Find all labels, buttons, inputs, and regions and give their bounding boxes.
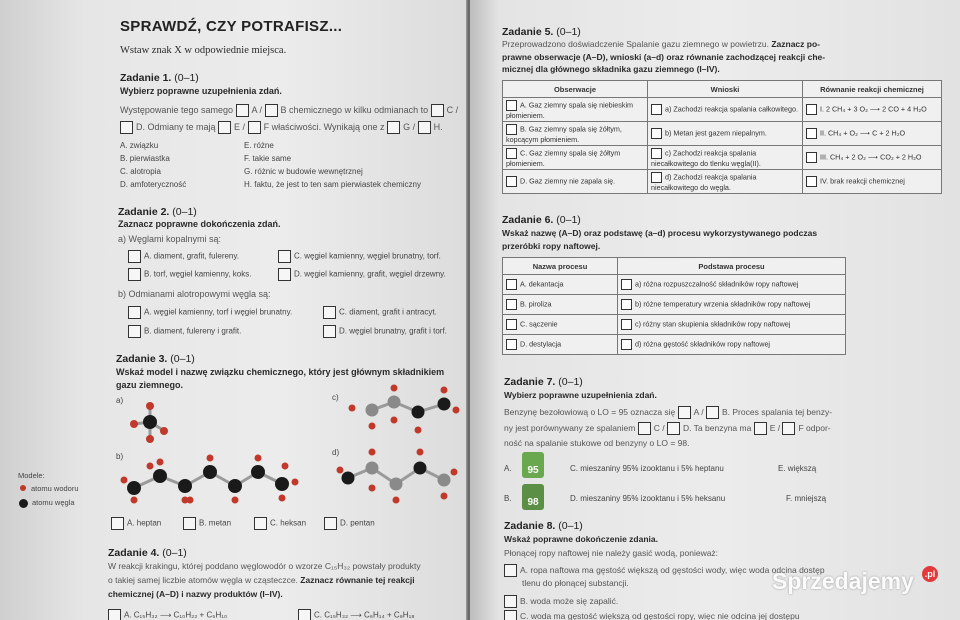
task-2b-option[interactable]: D. węgiel brunatny, grafit i torf. xyxy=(323,325,447,338)
model-label-c: c) xyxy=(332,393,339,402)
column-header: Podstawa procesu xyxy=(618,258,846,275)
table-cell[interactable]: c) Zachodzi reakcja spalania niecałkowitego do tlenku węgla(II). xyxy=(648,146,803,170)
task-2b-option[interactable]: A. węgiel kamienny, torf i węgiel brunatny. xyxy=(128,306,292,319)
task-1-option: H. faktu, że jest to ten sam pierwiastek chemiczny xyxy=(244,180,421,189)
model-label-b: b) xyxy=(116,452,124,461)
task-4-option-a[interactable]: A. C₁₅H₃₂ ⟶ C₁₀H₂₂ + C₅H₁₀ xyxy=(108,609,227,620)
model-label-d: d) xyxy=(332,448,340,457)
fuel-98-icon[interactable]: 98 xyxy=(522,484,544,510)
task-7-instruction: Wybierz poprawne uzupełnienia zdań. xyxy=(504,390,657,400)
table-cell[interactable]: II. CH₄ + O₂ ⟶ C + 2 H₂O xyxy=(803,122,942,146)
table-cell[interactable]: IV. brak reakcji chemicznej xyxy=(803,170,942,194)
task-2a-option[interactable]: D. węgiel kamienny, grafit, węgiel drzewny. xyxy=(278,268,446,281)
task-7-option-b-label: B. xyxy=(504,494,512,503)
task-1-option: E. różne xyxy=(244,141,274,150)
table-row xyxy=(503,98,942,122)
task-7-line-3: ność na spalanie stukowe od benzyny o LO = 98. xyxy=(504,438,690,448)
task-5-line-2: prawne obserwacje (A–D), wnioski (a–d) oraz równanie zachodzącej reakcji che- xyxy=(502,52,826,62)
task-8-instruction: Wskaż poprawne dokończenie zdania. xyxy=(504,534,658,544)
task-7-line-2: ny jest porównywany ze spalaniem C / D. Ta benzyna ma E / F odpor- xyxy=(504,422,831,435)
right-page xyxy=(470,0,960,620)
checkbox-7f[interactable] xyxy=(782,422,795,435)
table-cell[interactable]: D. destylacja xyxy=(503,335,618,355)
legend-title: Modele: xyxy=(18,471,45,480)
watermark-dot: .pl xyxy=(922,566,938,582)
table-row xyxy=(503,122,942,146)
task-1-line-2: D. Odmiany te mają E / F właściwości. Wynikają one z G / H. xyxy=(120,121,443,134)
checkbox-7c[interactable] xyxy=(638,422,651,435)
task-2-instruction: Zaznacz poprawne dokończenia zdań. xyxy=(118,219,281,229)
task-1-option: C. alotropia xyxy=(120,167,161,176)
task-7-option-d: D. mieszaniny 95% izooktanu i 5% heksanu xyxy=(570,494,726,503)
task-7-option-e: E. większą xyxy=(778,464,817,473)
table-cell[interactable]: C. sączenie xyxy=(503,315,618,335)
task-8-option-a-cont: tlenu do płonącej substancji. xyxy=(522,578,629,588)
checkbox-7d[interactable] xyxy=(667,422,680,435)
task-3-answer[interactable]: C. heksan xyxy=(254,517,306,530)
task-7-title: Zadanie 7. (0–1) xyxy=(504,376,583,388)
legend-carbon: atomu węgla xyxy=(19,498,75,508)
task-3-answer[interactable]: D. pentan xyxy=(324,517,375,530)
task-4-line-2: o takiej samej liczbie atomów węgla w cząsteczce. Zaznacz równanie tej reakcji xyxy=(108,575,415,585)
molecule-models xyxy=(0,0,468,620)
table-cell[interactable]: A. dekantacja xyxy=(503,275,618,295)
task-3-answer[interactable]: B. metan xyxy=(183,517,231,530)
table-cell[interactable]: D. Gaz ziemny nie zapala się. xyxy=(503,170,648,194)
task-4-title: Zadanie 4. (0–1) xyxy=(108,547,187,559)
section-instruction: Wstaw znak X w odpowiednie miejsca. xyxy=(120,45,287,56)
checkbox-7b[interactable] xyxy=(706,406,719,419)
model-label-a: a) xyxy=(116,396,124,405)
task-8-title: Zadanie 8. (0–1) xyxy=(504,520,583,532)
fuel-95-icon[interactable]: 95 xyxy=(522,452,544,478)
watermark-text: Sprzedajemy xyxy=(772,568,914,594)
column-header: Wnioski xyxy=(648,81,803,98)
task-1-option: G. różnic w budowie wewnętrznej xyxy=(244,167,363,176)
task-6-table xyxy=(502,257,846,355)
table-row xyxy=(503,315,846,335)
task-8-stem: Płonącej ropy naftowej nie należy gasić wodą, ponieważ: xyxy=(504,548,719,558)
checkbox-7e[interactable] xyxy=(754,422,767,435)
task-6-title: Zadanie 6. (0–1) xyxy=(502,214,581,226)
task-1-title: Zadanie 1. (0–1) xyxy=(120,72,199,84)
task-5-title: Zadanie 5. (0–1) xyxy=(502,26,581,38)
task-6-line-2: przeróbki ropy naftowej. xyxy=(502,241,601,251)
table-row xyxy=(503,275,846,295)
table-row xyxy=(503,295,846,315)
task-8-option-a[interactable]: A. ropa naftowa ma gęstość większą od gęstości wody, więc woda odcina dostęp xyxy=(504,564,825,577)
column-header: Nazwa procesu xyxy=(503,258,618,275)
checkbox-7a[interactable] xyxy=(678,406,691,419)
legend-hydrogen: atomu wodoru xyxy=(20,484,79,493)
table-cell[interactable]: C. Gaz ziemny spala się żółtym płomieniem. xyxy=(503,146,648,170)
task-3-title: Zadanie 3. (0–1) xyxy=(116,353,195,365)
table-row xyxy=(503,146,942,170)
table-cell[interactable]: a) Zachodzi reakcja spalania całkowitego. xyxy=(648,98,803,122)
task-5-line-3: micznej dla głównego składnika gazu ziemnego (I–IV). xyxy=(502,64,720,74)
table-cell[interactable]: d) Zachodzi reakcja spalania niecałkowitego do węgla. xyxy=(648,170,803,194)
task-2b-option[interactable]: C. diament, grafit i antracyt. xyxy=(323,306,437,319)
column-header: Obserwacje xyxy=(503,81,648,98)
table-cell[interactable]: III. CH₄ + 2 O₂ ⟶ CO₂ + 2 H₂O xyxy=(803,146,942,170)
task-1-instruction: Wybierz poprawne uzupełnienia zdań. xyxy=(120,86,282,96)
task-8-option-c[interactable]: C. woda ma gęstość większą od gęstości ropy, więc nie odcina jej dostępu xyxy=(504,610,800,620)
task-2-question-b: b) Odmianami alotropowymi węgla są: xyxy=(118,289,271,299)
table-cell[interactable]: B. Gaz ziemny spala się żółtym, kopcącym płomieniem. xyxy=(503,122,648,146)
task-2a-option[interactable]: C. węgiel kamienny, węgiel brunatny, torf. xyxy=(278,250,441,263)
task-2a-option[interactable]: B. torf, węgiel kamienny, koks. xyxy=(128,268,251,281)
task-4-line-1: W reakcji krakingu, której poddano węglowodór o wzorze C₁₅H₃₂ powstały produkty xyxy=(108,561,421,571)
table-row xyxy=(503,335,846,355)
task-4-option-c[interactable]: C. C₁₅H₃₂ ⟶ C₆H₁₄ + C₉H₁₈ xyxy=(298,609,415,620)
task-5-table xyxy=(502,80,942,194)
task-5-line-1: Przeprowadzono doświadczenie Spalanie gazu ziemnego w powietrzu. Zaznacz po- xyxy=(502,39,820,49)
task-7-option-a-label: A. xyxy=(504,464,512,473)
task-7-line-1: Benzynę bezołowiową o LO = 95 oznacza się A / B. Proces spalania tej benzy- xyxy=(504,406,832,419)
task-8-option-b[interactable]: B. woda może się zapalić. xyxy=(504,595,618,608)
table-row xyxy=(503,170,942,194)
task-4-line-3: chemicznej (A–D) i nazwy produktów (I–IV). xyxy=(108,589,283,599)
table-cell[interactable]: B. piroliza xyxy=(503,295,618,315)
table-cell[interactable]: a) różna rozpuszczalność składników ropy naftowej xyxy=(618,275,846,295)
task-7-option-f: F. mniejszą xyxy=(786,494,827,503)
table-cell[interactable]: d) różna gęstość składników ropy naftowej xyxy=(618,335,846,355)
task-7-option-c: C. mieszaniny 95% izooktanu i 5% heptanu xyxy=(570,464,724,473)
table-cell[interactable]: c) różny stan skupienia składników ropy naftowej xyxy=(618,315,846,335)
task-3-instruction: Wskaż model i nazwę związku chemicznego, który jest głównym składnikiem gazu ziemnego. xyxy=(116,367,445,390)
task-1-option: B. pierwiastka xyxy=(120,154,170,163)
table-cell[interactable]: b) Metan jest gazem niepalnym. xyxy=(648,122,803,146)
task-2-question-a: a) Węglami kopalnymi są: xyxy=(118,234,222,244)
section-title: SPRAWDŹ, CZY POTRAFISZ... xyxy=(120,18,343,35)
task-2b-option[interactable]: B. diament, fulereny i grafit. xyxy=(128,325,241,338)
task-2a-option[interactable]: A. diament, grafit, fulereny. xyxy=(128,250,239,263)
left-page xyxy=(0,0,468,620)
task-1-line-1: Występowanie tego samego A / B chemicznego w kilku odmianach to C / xyxy=(120,104,458,117)
table-cell[interactable]: A. Gaz ziemny spala się niebieskim płomieniem. xyxy=(503,98,648,122)
task-2-title: Zadanie 2. (0–1) xyxy=(118,206,197,218)
task-1-option: A. związku xyxy=(120,141,159,150)
table-cell[interactable]: b) różne temperatury wrzenia składników ropy naftowej xyxy=(618,295,846,315)
task-1-option: D. amfoteryczność xyxy=(120,180,187,189)
task-6-line-1: Wskaż nazwę (A–D) oraz podstawę (a–d) procesu wykorzystywanego podczas xyxy=(502,228,818,238)
task-1-option: F. takie same xyxy=(244,154,292,163)
column-header: Równanie reakcji chemicznej xyxy=(803,81,942,98)
table-cell[interactable]: I. 2 CH₄ + 3 O₂ ⟶ 2 CO + 4 H₂O xyxy=(803,98,942,122)
task-3-answer[interactable]: A. heptan xyxy=(111,517,161,530)
